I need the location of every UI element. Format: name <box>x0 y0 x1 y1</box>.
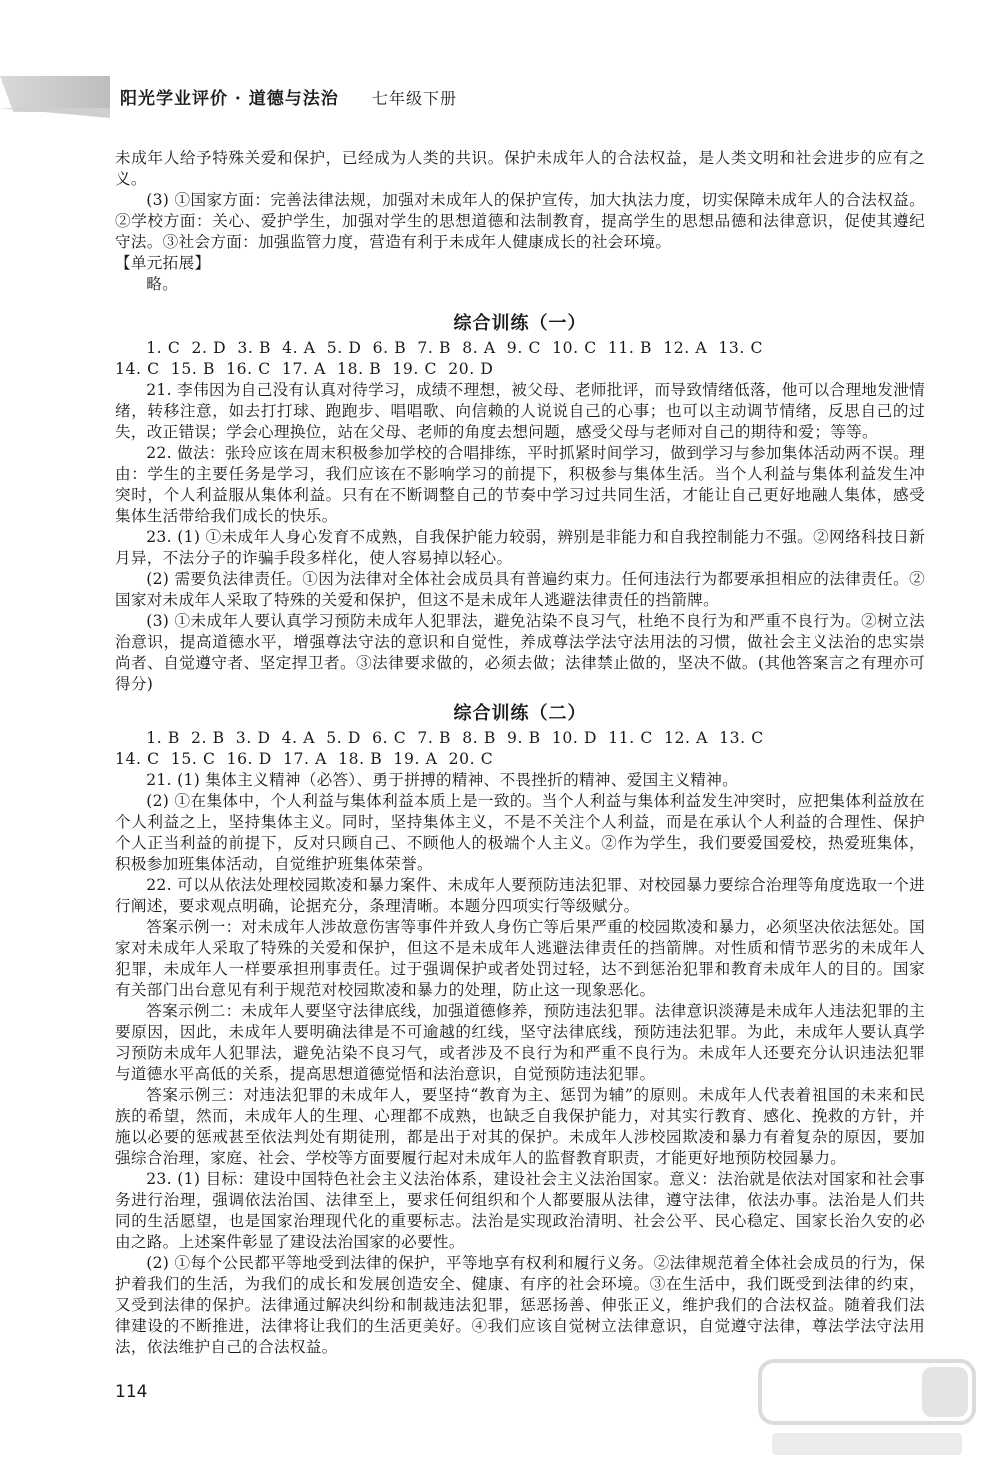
section2-q21-1: 21. (1) 集体主义精神（必答）、勇于拼搏的精神、不畏挫折的精神、爱国主义精神。 <box>146 771 738 789</box>
section1-q22: 22. 做法：张玲应该在周末积极参加学校的合唱排练，平时抓紧时间学习，做到学习与参加集体活动两不误。理由：学生的主要任务是学习，我们应该在不影响学习的前提下，积极参与集体生活。当个人利益与集体利益发生冲突时，个人利益服从集体利益。只有在不断调整自己的节奏中学习过共同生活，才能让自己更好地融人集体，感受集体生活带给我们成长的快乐。 <box>115 444 925 525</box>
section1-answers-line-2: 14. C 15. B 16. C 17. A 18. B 19. C 20. D <box>115 360 494 378</box>
header-wedge <box>0 108 110 118</box>
section1-answers-line-1: 1. C 2. D 3. B 4. A 5. D 6. B 7. B 8. A 9. C 10. C 11. B 12. A 13. C <box>146 339 764 357</box>
section2-q22: 22. 可以从依法处理校园欺凌和暴力案件、未成年人要预防违法犯罪、对校园暴力要综合治理等角度选取一个进行阐述，要求观点明确，论据充分，条理清晰。本题分四项实行等级赋分。 <box>115 876 925 915</box>
intro-paragraph-2: (3) ①国家方面：完善法律法规，加强对未成年人的保护宣传，加大执法力度，切实保障未成年人的合法权益。②学校方面：关心、爱护学生，加强对学生的思想道德和法制教育，提高学生的思想品德和法律意识，促使其遵纪守法。③社会方面：加强监管力度，营造有利于未成年人健康成长的社会环境。 <box>115 191 925 251</box>
header-grade: 七年级下册 <box>372 89 458 108</box>
section2-example-2: 答案示例二：未成年人要坚守法律底线，加强道德修养，预防违法犯罪。法律意识淡薄是未成年人违法犯罪的主要原因，因此，未成年人要明确法律是不可逾越的红线，坚守法律底线，预防违法犯罪。为此，未成年人要认真学习预防未成年人犯罪法，避免沾染不良习气，或者涉及不良行为和严重不良行为。未成年人还要充分认识违法犯罪与道德水平高低的关系，提高思想道德觉悟和法治意识，自觉预防违法犯罪。 <box>115 1002 925 1083</box>
section-title-2: 综合训练（二） <box>453 703 587 724</box>
section1-q23-3: (3) ①未成年人要认真学习预防未成年人犯罪法，避免沾染不良习气，杜绝不良行为和严重不良行为。②树立法治意识，提高道德水平，增强尊法守法的意识和自觉性，养成尊法学法守法用法的习惯，做社会主义法治的忠实崇尚者、自觉遵守者、坚定捍卫者。③法律要求做的，必须去做；法律禁止做的，坚决不做。(其他答案言之有理亦可得分) <box>115 612 925 693</box>
section2-q23-1: 23. (1) 目标：建设中国特色社会主义法治体系，建设社会主义法治国家。意义：法治就是依法对国家和社会事务进行治理，强调依法治国、法律至上，要求任何组织和个人都要服从法律，遵守法律，依法办事。法治是人们共同的生活愿望，也是国家治理现代化的重要标志。法治是实现政治清明、社会公平、民心稳定、国家长治久安的必由之路。上述案件彰显了建设法治国家的必要性。 <box>115 1170 925 1251</box>
watermark-logo <box>752 1353 982 1463</box>
section2-q23-2: (2) ①每个公民都平等地受到法律的保护，平等地享有权利和履行义务。②法律规范着全体社会成员的行为，保护着我们的生活，为我们的成长和发展创造安全、健康、有序的社会环境。③在生活中，我们既受到法律的约束，又受到法律的保护。法律通过解决纠纷和制裁违法犯罪，惩恶扬善、伸张正义，维护我们的合法权益。随着我们法律建设的不断推进，法律将让我们的生活更美好。④我们应该自觉树立法律意识，自觉遵守法律，尊法学法守法用法，依法维护自己的合法权益。 <box>115 1254 925 1356</box>
header-title: 阳光学业评价 · 道德与法治 <box>120 89 339 109</box>
section2-answers-line-1: 1. B 2. B 3. D 4. A 5. D 6. C 7. B 8. B 9. B 10. D 11. C 12. A 13. C <box>146 729 764 747</box>
unit-extension-body: 略。 <box>146 275 178 293</box>
unit-extension-heading: 【单元拓展】 <box>115 254 211 272</box>
section2-q21-2: (2) ①在集体中，个人利益与集体利益本质上是一致的。当个人利益与集体利益发生冲突时，应把集体利益放在个人利益之上，坚持集体主义。同时，坚持集体主义，不是不关注个人利益，而是在承认个人利益的合理性、保护个人正当利益的前提下，反对只顾自己、不顾他人的极端个人主义。②作为学生，我们要爱国爱校，热爱班集体，积极参加班集体活动，自觉维护班集体荣誉。 <box>115 792 925 873</box>
page-content <box>115 148 925 1358</box>
section2-example-1: 答案示例一：对未成年人涉故意伤害等事件并致人身伤亡等后果严重的校园欺凌和暴力，必须坚决依法惩处。国家对未成年人采取了特殊的关爱和保护，但这不是未成年人逃避法律责任的挡箭牌。对性质和情节恶劣的未成年人犯罪，未成年人一样要承担刑事责任。过于强调保护或者处罚过轻，达不到惩治犯罪和教育未成年人的目的。国家有关部门出台意见有利于规范对校园欺凌和暴力的处理，防止这一现象恶化。 <box>115 918 925 999</box>
section1-q23-2: (2) 需要负法律责任。①因为法律对全体社会成员具有普遍约束力。任何违法行为都要承担相应的法律责任。②国家对未成年人采取了特殊的关爱和保护，但这不是未成年人逃避法律责任的挡箭牌。 <box>115 570 925 609</box>
section2-answers-line-2: 14. C 15. C 16. D 17. A 18. B 19. A 20. C <box>115 750 494 768</box>
intro-paragraph-1: 未成年人给予特殊关爱和保护，已经成为人类的共识。保护未成年人的合法权益，是人类文明和社会进步的应有之义。 <box>115 149 925 188</box>
page-number: 114 <box>115 1382 148 1402</box>
section1-q23-1: 23. (1) ①未成年人身心发育不成熟，自我保护能力较弱，辨别是非能力和自我控制能力不强。②网络科技日新月异，不法分子的诈骗手段多样化，使人容易掉以轻心。 <box>115 528 925 567</box>
header-band <box>0 76 110 112</box>
section1-q21: 21. 李伟因为自己没有认真对待学习，成绩不理想，被父母、老师批评，而导致情绪低落，他可以合理地发泄情绪，转移注意，如去打打球、跑跑步、唱唱歌、向信赖的人说说自己的心事；也可以主动调节情绪，反思自己的过失，改正错误；学会心理换位，站在父母、老师的角度去想问题，感受父母与老师对自己的期待和爱；等等。 <box>115 381 925 441</box>
section-title-1: 综合训练（一） <box>453 313 587 334</box>
section2-example-3: 答案示例三：对违法犯罪的未成年人，要坚持“教育为主、惩罚为辅”的原则。未成年人代表着祖国的未来和民族的希望，然而，未成年人的生理、心理都不成熟，也缺乏自我保护能力，对其实行教育、感化、挽救的方针，并施以必要的惩戒甚至依法判处有期徒刑，都是出于对其的保护。未成年人涉校园欺凌和暴力有着复杂的原因，要加强综合治理，家庭、社会、学校等方面要履行起对未成年人的监督教育职责，才能更好地预防校园暴力。 <box>115 1086 925 1167</box>
